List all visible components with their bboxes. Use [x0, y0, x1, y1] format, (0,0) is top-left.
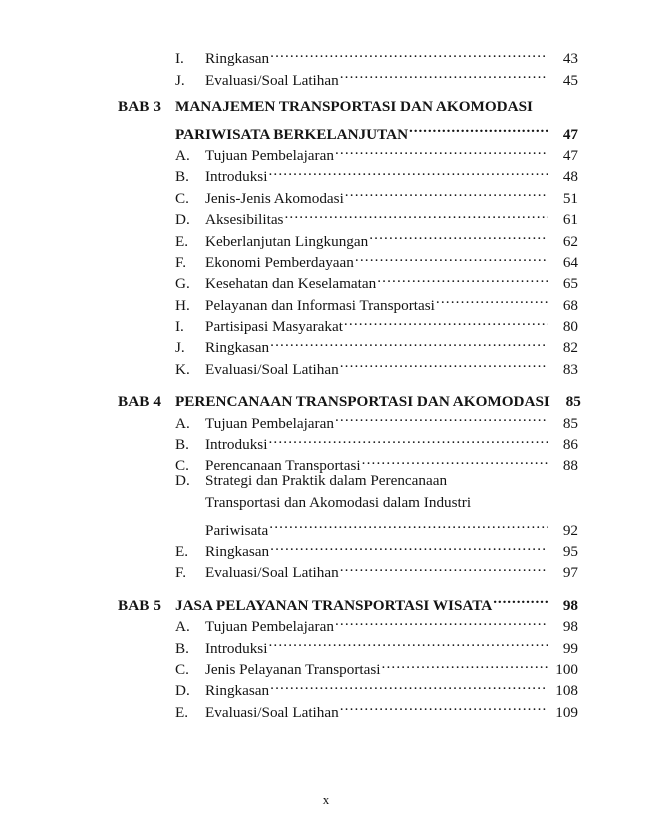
- item-title: Strategi dan Praktik dalam Perencanaan: [205, 472, 448, 490]
- item-title: Pelayanan dan Informasi Transportasi: [205, 296, 435, 314]
- chapter-number: BAB 5: [118, 596, 162, 614]
- item-letter: F.: [175, 253, 187, 271]
- dot-leader: [340, 556, 548, 577]
- item-title: Introduksi: [205, 436, 268, 454]
- item-letter: G.: [175, 275, 190, 293]
- item-letter: D.: [175, 682, 190, 700]
- item-letter: C.: [175, 660, 189, 678]
- chapter-title: MANAJEMEN TRANSPORTASI DAN AKOMODASI: [175, 97, 533, 115]
- item-page-number: 65: [562, 275, 578, 293]
- item-page-number: 64: [562, 253, 578, 271]
- dot-leader: [335, 406, 548, 427]
- item-page-number: 83: [562, 360, 578, 378]
- item-letter: K.: [175, 360, 190, 378]
- item-title: Keberlanjutan Lingkungan: [205, 232, 369, 250]
- table-of-contents: [118, 42, 581, 721]
- item-letter: H.: [175, 296, 190, 314]
- toc-chapter-row[interactable]: [118, 117, 578, 143]
- page-folio: x: [322, 792, 330, 807]
- item-page-number: 82: [562, 339, 578, 357]
- item-page-number: 100: [555, 660, 578, 678]
- dot-leader: [493, 588, 548, 609]
- dot-leader: [436, 288, 548, 309]
- item-page-number: 99: [562, 639, 578, 657]
- item-title: Ringkasan: [205, 682, 270, 700]
- item-letter: F.: [175, 564, 187, 582]
- item-page-number: 45: [562, 71, 578, 89]
- dot-leader: [335, 610, 548, 631]
- item-letter: B.: [175, 639, 189, 657]
- dot-leader: [269, 513, 548, 534]
- dot-leader: [382, 653, 549, 674]
- item-letter: J.: [175, 71, 185, 89]
- toc-chapter-block: [118, 385, 581, 582]
- item-title: Jenis-Jenis Akomodasi: [205, 189, 344, 207]
- toc-chapter-row[interactable]: [118, 385, 581, 411]
- item-letter: E.: [175, 542, 189, 560]
- item-page-number: 61: [562, 211, 578, 229]
- item-letter: C.: [175, 457, 189, 475]
- item-title: Aksesibilitas: [205, 211, 284, 229]
- dot-leader: [344, 310, 548, 331]
- item-letter: E.: [175, 232, 189, 250]
- toc-item-row[interactable]: [118, 42, 578, 68]
- chapter-title: JASA PELAYANAN TRANSPORTASI WISATA: [175, 596, 493, 614]
- item-title: Introduksi: [205, 639, 268, 657]
- chapter-number: BAB 3: [118, 97, 162, 115]
- toc-chapter-block: [118, 588, 578, 721]
- dot-leader: [268, 428, 548, 449]
- item-title: Evaluasi/Soal Latihan: [205, 564, 339, 582]
- item-letter: C.: [175, 189, 189, 207]
- dot-leader: [270, 331, 548, 352]
- item-title: Tujuan Pembelajaran: [205, 146, 334, 164]
- item-letter: I.: [175, 50, 184, 68]
- dot-leader: [377, 267, 548, 288]
- item-title-continued: Transportasi dan Akomodasi dalam Industri: [205, 493, 472, 511]
- item-page-number: 51: [562, 189, 578, 207]
- item-page-number: 98: [562, 618, 578, 636]
- item-title: Kesehatan dan Keselamatan: [205, 275, 377, 293]
- item-page-number: 62: [562, 232, 578, 250]
- item-page-number: 92: [562, 521, 578, 539]
- chapter-page-number: 47: [562, 125, 578, 143]
- dot-leader: [268, 631, 548, 652]
- item-title: Ringkasan: [205, 542, 270, 560]
- item-letter: A.: [175, 414, 190, 432]
- item-letter: B.: [175, 436, 189, 454]
- item-title: Evaluasi/Soal Latihan: [205, 71, 339, 89]
- item-page-number: 88: [562, 457, 578, 475]
- chapter-page-number: 98: [562, 596, 578, 614]
- item-title: Ekonomi Pemberdayaan: [205, 253, 354, 271]
- item-title: Evaluasi/Soal Latihan: [205, 360, 339, 378]
- dot-leader: [268, 160, 548, 181]
- chapter-page-number: 85: [565, 393, 581, 411]
- item-page-number: 43: [562, 50, 578, 68]
- item-page-number: 68: [562, 296, 578, 314]
- dot-leader: [409, 117, 548, 138]
- toc-item-wrapped-row[interactable]: [118, 513, 578, 539]
- toc-item-row[interactable]: [118, 470, 578, 491]
- dot-leader: [335, 139, 548, 160]
- dot-leader: [345, 181, 548, 202]
- item-letter: A.: [175, 146, 190, 164]
- item-page-number: 95: [562, 542, 578, 560]
- toc-chapter-row[interactable]: [118, 588, 578, 614]
- chapter-title: PARIWISATA BERKELANJUTAN: [175, 125, 409, 143]
- toc-chapter-row[interactable]: [118, 96, 578, 117]
- toc-orphan-block: [118, 42, 578, 89]
- item-letter: E.: [175, 703, 189, 721]
- chapter-title: PERENCANAAN TRANSPORTASI DAN AKOMODASI: [175, 393, 550, 411]
- item-title: Perencanaan Transportasi: [205, 457, 361, 475]
- item-page-number: 86: [562, 436, 578, 454]
- dot-leader: [340, 695, 548, 716]
- item-letter: I.: [175, 318, 184, 336]
- item-title: Tujuan Pembelajaran: [205, 618, 334, 636]
- item-title: Ringkasan: [205, 339, 270, 357]
- item-page-number: 108: [555, 682, 578, 700]
- dot-leader: [340, 63, 548, 84]
- item-title: Introduksi: [205, 168, 268, 186]
- dot-leader: [369, 224, 548, 245]
- item-page-number: 80: [562, 318, 578, 336]
- item-letter: A.: [175, 618, 190, 636]
- item-letter: D.: [175, 472, 190, 490]
- toc-item-wrapped-row[interactable]: [118, 492, 578, 513]
- item-title: Tujuan Pembelajaran: [205, 414, 334, 432]
- toc-chapter-block: [118, 96, 578, 378]
- dot-leader: [270, 535, 548, 556]
- item-letter: J.: [175, 339, 185, 357]
- item-title: Evaluasi/Soal Latihan: [205, 703, 339, 721]
- item-page-number: 85: [562, 414, 578, 432]
- dot-leader: [284, 203, 548, 224]
- item-title: Partisipasi Masyarakat: [205, 318, 343, 336]
- chapter-number: BAB 4: [118, 393, 162, 411]
- item-letter: D.: [175, 211, 190, 229]
- item-title: Ringkasan: [205, 50, 270, 68]
- dot-leader: [270, 42, 548, 63]
- item-page-number: 48: [562, 168, 578, 186]
- toc-item-row[interactable]: [118, 535, 578, 560]
- item-title: Jenis Pelayanan Transportasi: [205, 660, 381, 678]
- item-page-number: 97: [562, 564, 578, 582]
- dot-leader: [340, 352, 548, 373]
- item-letter: B.: [175, 168, 189, 186]
- dot-leader: [355, 246, 548, 267]
- item-page-number: 109: [555, 703, 578, 721]
- dot-leader: [270, 674, 548, 695]
- dot-leader: [362, 449, 548, 470]
- item-title-continued: Pariwisata: [205, 521, 269, 539]
- item-page-number: 47: [562, 146, 578, 164]
